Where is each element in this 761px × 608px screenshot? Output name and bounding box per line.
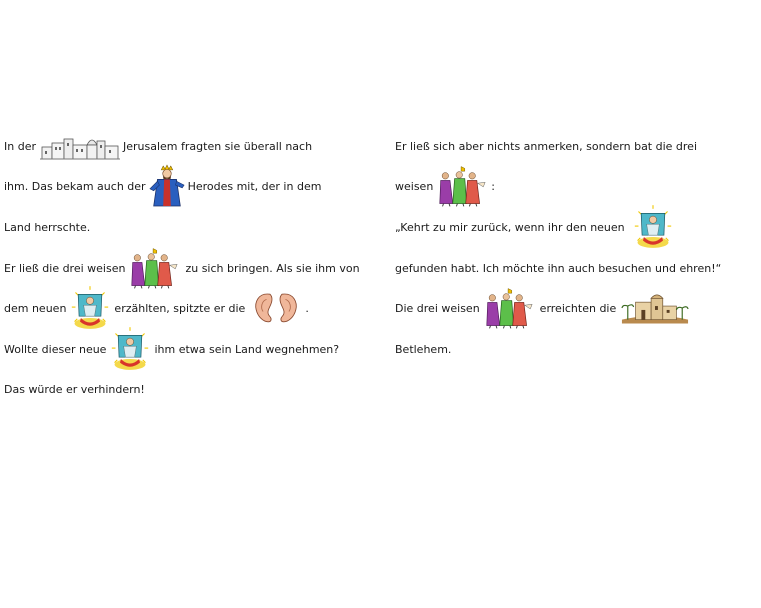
story-line [395, 217, 673, 237]
story-text: . [305, 301, 309, 315]
newborn-king-icon [110, 326, 150, 372]
story-line [4, 339, 339, 359]
story-text: Er ließ die drei weisen [4, 261, 126, 275]
story-text: zu sich bringen. Als sie ihm von [185, 261, 360, 275]
story-line [4, 176, 321, 196]
story-text: Er ließ sich aber nichts anmerken, sondern bat die drei [395, 139, 698, 153]
story-text: : [491, 179, 496, 193]
story-text: dem neuen [4, 301, 67, 315]
story-line [395, 339, 451, 359]
newborn-king-icon [633, 204, 673, 250]
ears-icon [251, 290, 301, 326]
story-text: Betlehem. [395, 342, 452, 356]
story-text: In der [4, 139, 36, 153]
story-line [395, 136, 697, 156]
story-line [4, 298, 309, 318]
wise-men-icon [129, 246, 179, 290]
wise-men-icon [484, 286, 534, 330]
story-line [395, 298, 690, 318]
story-text: erreichten die [539, 301, 617, 315]
story-text: Herodes mit, der in dem [187, 179, 322, 193]
bethlehem-town-icon [620, 290, 690, 326]
story-text: ihm etwa sein Land wegnehmen? [154, 342, 340, 356]
city-icon [40, 130, 120, 162]
newborn-king-icon [70, 285, 110, 331]
story-text: Wollte dieser neue [4, 342, 107, 356]
story-text: Jerusalem fragten sie überall nach [123, 139, 313, 153]
story-text: erzählten, spitzte er die [114, 301, 246, 315]
story-line [4, 217, 90, 237]
story-text: „Kehrt zu mir zurück, wenn ihr den neuen [395, 220, 625, 234]
wise-men-icon [437, 164, 487, 208]
story-text: Die drei weisen [395, 301, 480, 315]
story-text: ihm. Das bekam auch der [4, 179, 146, 193]
story-line [4, 258, 360, 278]
story-line [4, 379, 145, 399]
story-line [4, 136, 312, 156]
story-text: Land herrschte. [4, 220, 91, 234]
story-text: Das würde er verhindern! [4, 382, 145, 396]
king-herod-icon [148, 164, 186, 208]
story-text: weisen [395, 179, 434, 193]
story-line [395, 258, 721, 278]
story-text: gefunden habt. Ich möchte ihn auch besuchen und ehren!“ [395, 261, 722, 275]
story-line [395, 176, 495, 196]
